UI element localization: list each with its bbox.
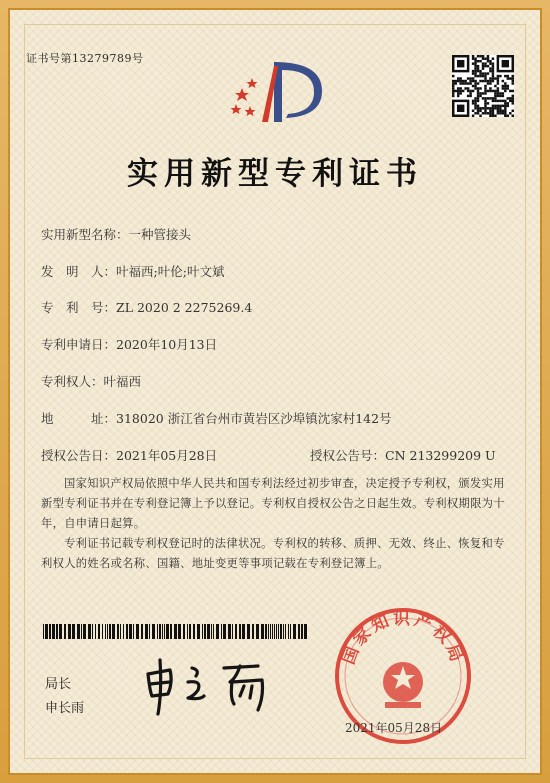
seal-text: 国家知识产权局 bbox=[338, 609, 468, 668]
director-name: 申长雨 bbox=[45, 701, 85, 716]
filing-date-value: 2020年10月13日 bbox=[116, 337, 218, 352]
name-value: 一种管接头 bbox=[128, 227, 192, 242]
grant-number-value: CN 213299209 U bbox=[385, 448, 496, 463]
field-address bbox=[41, 409, 392, 427]
director-title: 局长 bbox=[45, 677, 72, 692]
grant-date-value: 2021年05月28日 bbox=[116, 448, 218, 463]
patent-number-value: ZL 2020 2 2275269.4 bbox=[116, 300, 253, 315]
statement-paragraph-2: 专利证书记载专利权登记时的法律状况。专利权的转移、质押、无效、终止、恢复和专利权人的姓名或名称、国籍、地址变更等事项记载在专利登记簿上。 bbox=[41, 537, 505, 570]
field-filing-date bbox=[41, 335, 217, 353]
field-grant-number bbox=[310, 446, 496, 464]
svg-text:国家知识产权局 bbox=[339, 609, 468, 667]
address-label: 地 址： bbox=[41, 411, 117, 426]
inventor-label: 发 明 人： bbox=[41, 264, 117, 279]
field-patent-holder bbox=[41, 372, 141, 390]
patent-office-logo bbox=[222, 56, 332, 126]
name-label: 实用新型名称： bbox=[41, 227, 129, 242]
patent-number-label: 专 利 号： bbox=[41, 300, 117, 315]
inventor-value: 叶福西;叶伦;叶文斌 bbox=[116, 264, 225, 279]
director-signature bbox=[140, 652, 290, 720]
statement-paragraph-1: 国家知识产权局依照中华人民共和国专利法经过初步审查，决定授予专利权，颁发实用新型专利证书并在专利登记簿上予以登记。专利权自授权公告之日起生效。专利权期限为十年，自申请日起算。 bbox=[41, 477, 505, 530]
grant-number-label: 授权公告号： bbox=[310, 448, 386, 463]
field-grant-date bbox=[41, 446, 217, 464]
barcode bbox=[43, 624, 307, 639]
field-inventor bbox=[41, 262, 224, 280]
certificate-number: 证书号第13279789号 bbox=[26, 52, 144, 65]
certificate-title: 实用新型专利证书 bbox=[127, 156, 423, 192]
filing-date-label: 专利申请日： bbox=[41, 337, 117, 352]
grant-date-label: 授权公告日： bbox=[41, 448, 117, 463]
field-patent-number bbox=[41, 298, 252, 316]
holder-value: 叶福西 bbox=[103, 374, 142, 389]
qr-code bbox=[452, 55, 514, 117]
field-utility-model-name bbox=[41, 225, 191, 243]
seal-date: 2021年05月28日 bbox=[345, 721, 443, 735]
address-value: 318020 浙江省台州市黄岩区沙埠镇沈家村142号 bbox=[116, 411, 392, 426]
holder-label: 专利权人： bbox=[41, 374, 104, 389]
